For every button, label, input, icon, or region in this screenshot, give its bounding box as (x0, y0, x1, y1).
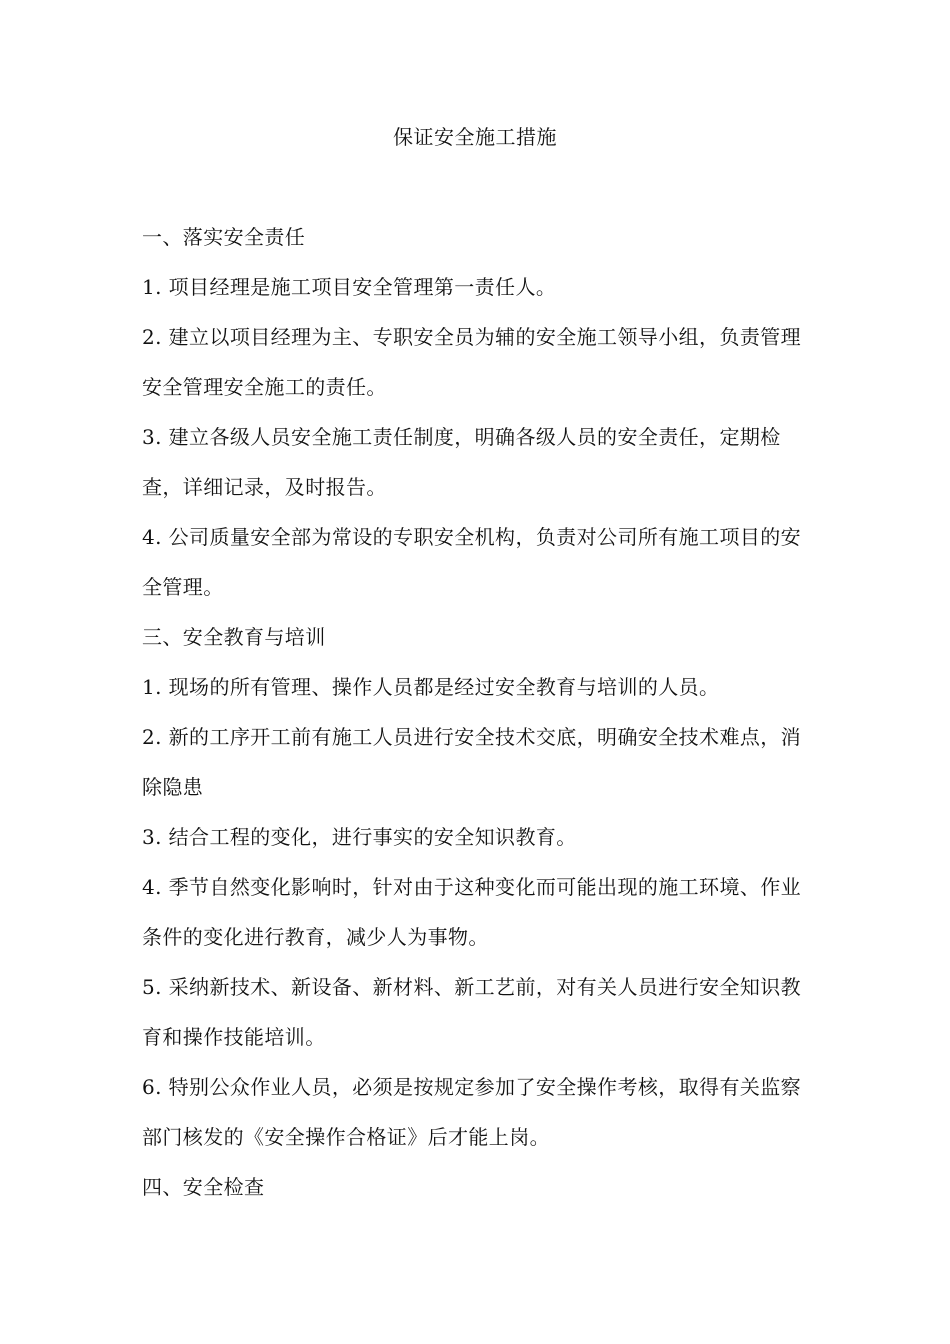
paragraph-line: 全管理。 (142, 575, 224, 599)
paragraph-line: 5. 采纳新技术、新设备、新材料、新工艺前，对有关人员进行安全知识教 (142, 975, 802, 999)
paragraph-line: 2. 建立以项目经理为主、专职安全员为辅的安全施工领导小组，负责管理 (142, 325, 802, 349)
paragraph-line: 查，详细记录，及时报告。 (142, 475, 387, 499)
document-title: 保证安全施工措施 (393, 125, 557, 149)
paragraph-line: 6. 特别公众作业人员，必须是按规定参加了安全操作考核，取得有关监察 (142, 1075, 802, 1099)
section-heading: 一、落实安全责任 (142, 225, 306, 249)
document-body (142, 212, 832, 1212)
section-heading: 四、安全检查 (142, 1175, 265, 1199)
paragraph-line: 除隐患 (142, 775, 204, 799)
section-heading: 三、安全教育与培训 (142, 625, 326, 649)
paragraph-line: 条件的变化进行教育，减少人为事物。 (142, 925, 489, 949)
paragraph-line: 4. 季节自然变化影响时，针对由于这种变化而可能出现的施工环境、作业 (142, 875, 802, 899)
paragraph-line: 2. 新的工序开工前有施工人员进行安全技术交底，明确安全技术难点，消 (142, 725, 802, 749)
paragraph-line: 3. 建立各级人员安全施工责任制度，明确各级人员的安全责任，定期检 (142, 425, 781, 449)
paragraph-line: 部门核发的《安全操作合格证》后才能上岗。 (142, 1125, 550, 1149)
paragraph-line: 育和操作技能培训。 (142, 1025, 326, 1049)
paragraph-line: 1. 项目经理是施工项目安全管理第一责任人。 (142, 275, 557, 299)
paragraph-line: 4. 公司质量安全部为常设的专职安全机构，负责对公司所有施工项目的安 (142, 525, 802, 549)
paragraph-line: 3. 结合工程的变化，进行事实的安全知识教育。 (142, 825, 577, 849)
paragraph-line: 1. 现场的所有管理、操作人员都是经过安全教育与培训的人员。 (142, 675, 720, 699)
paragraph-line: 安全管理安全施工的责任。 (142, 375, 387, 399)
